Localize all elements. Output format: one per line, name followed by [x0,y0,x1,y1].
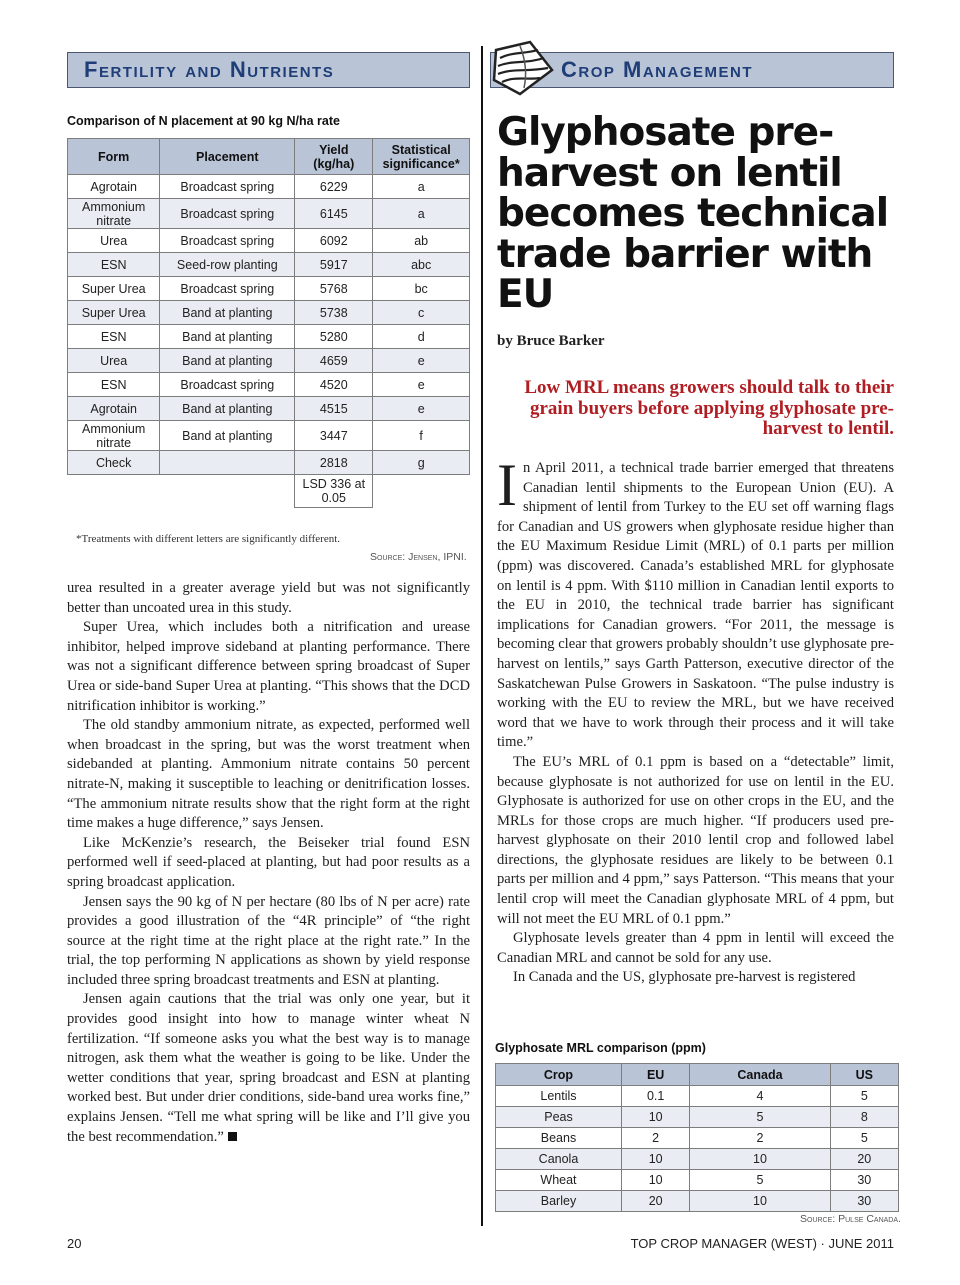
dropcap: I [497,452,517,518]
table-cell: abc [373,253,470,277]
paragraph-text: Like McKenzie’s research, the Beiseker trial found ESN performed well if seed-placed at planting, but had poor results as a spring broadcast application. [67,834,470,890]
table-cell: 5 [690,1170,830,1191]
table-cell: 10 [621,1149,689,1170]
right-column-text [497,452,894,988]
table-cell: 4 [690,1086,830,1107]
table-cell: g [373,451,470,475]
byline: by Bruce Barker [497,333,605,349]
table-cell: Urea [68,229,160,253]
table-cell: Lentils [496,1086,622,1107]
table-cell: Ammonium nitrate [68,199,160,229]
table-header-row [496,1064,899,1086]
table-cell: 3447 [295,421,373,451]
paragraph [67,893,470,991]
table-cell: e [373,349,470,373]
section-title-left: Fertility and Nutrients [84,57,335,82]
table-cell: ab [373,229,470,253]
table-cell: 10 [621,1107,689,1128]
table-cell: 0.1 [621,1086,689,1107]
table-cell: Peas [496,1107,622,1128]
table-cell: 2 [621,1128,689,1149]
table-row [68,349,470,373]
empty-cell [68,475,160,508]
paragraph [497,452,894,753]
table-header-row [68,139,470,175]
column-header: US [830,1064,898,1086]
table-row [496,1149,899,1170]
paragraph [67,716,470,834]
article-headline: Glyphosate pre-harvest on lentil becomes technical trade barrier with EU [497,110,889,317]
lsd-row [68,475,470,508]
table-cell: Wheat [496,1170,622,1191]
crop-management-icon [490,40,556,98]
table-cell: ESN [68,373,160,397]
table-row [68,229,470,253]
paragraph: Glyphosate levels greater than 4 ppm in lentil will exceed the Canadian MRL and cannot be sold for any use. [497,930,894,966]
table-cell: Band at planting [160,349,295,373]
end-mark-icon [228,1132,237,1141]
table-row [496,1170,899,1191]
column-header: Statistical significance* [373,139,470,175]
lsd-cell: LSD 336 at 0.05 [295,475,373,508]
paragraph-text: Jensen says the 90 kg of N per hectare (80 lbs of N per acre) rate provides a good illustration of the “4R principle” of “the right source at the right time at the right place at the right rate.” In the trial, the top performing N applications as shown by yield response included three spring broadcast treatments and ESN at planting. [67,893,470,988]
table-cell: 2818 [295,451,373,475]
table-cell: 30 [830,1170,898,1191]
section-title-right: Crop Management [561,57,753,82]
table-cell: 2 [690,1128,830,1149]
paragraph [67,579,470,618]
column-header: Canada [690,1064,830,1086]
table-cell: 10 [621,1170,689,1191]
empty-cell [160,475,295,508]
paragraph: In Canada and the US, glyphosate pre-harvest is registered [513,969,856,986]
table2-source: Source: Pulse Canada. [800,1213,901,1225]
table-cell: Agrotain [68,397,160,421]
table-cell: Broadcast spring [160,175,295,199]
table-cell: f [373,421,470,451]
paragraph [67,990,470,1147]
table-cell: Band at planting [160,421,295,451]
table1-title: Comparison of N placement at 90 kg N/ha rate [67,114,340,128]
paragraph-text: Jensen again cautions that the trial was only one year, but it provides good insight into how to manage winter wheat N fertilization. “If someone asks you what the best way is to manage nitrogen, ask them what the weather is going to be like. Under the wetter conditions that year, spring broadcast and ESN at planting worked best. But under drier conditions, side-band urea works fine,” explains Jensen. “Tell me what spring will be like and I’ll give you the best recommendation.” [67,991,470,1145]
column-header: EU [621,1064,689,1086]
table-cell: 4515 [295,397,373,421]
table-row [68,199,470,229]
table-row [68,373,470,397]
column-header: Placement [160,139,295,175]
column-divider [481,46,483,1226]
table-cell: 20 [830,1149,898,1170]
paragraph-text: n April 2011, a technical trade barrier emerged that threatens Canadian lentil shipments to the European Union (EU). A shipment of lentil from Turkey to the EU set off warning flags for Canadian and US growers when glyphosate residue higher than the EU Maximum Residue Limit (MRL) of 0.1 parts per million (ppm) was discovered. Canada’s established MRL for glyphosate on lentil is 4 ppm. With $110 million in Canadian lentil exports to the EU in 2010, the technical trade barrier has significant implications for Canadian growers. “For 2011, the message is becoming clear that growers probably shouldn’t use glyphosate pre-harvest on lentils,” says Garth Patterson, executive director of the Saskatchewan Pulse Growers in Saskatoon. “The pulse industry is working with the EU to review the MRL, but we have received word that we have to work through their process and it will take time.” [497,460,894,751]
table-cell: 5738 [295,301,373,325]
table-cell: Barley [496,1191,622,1212]
table-cell: Band at planting [160,325,295,349]
table-cell: Broadcast spring [160,229,295,253]
table-cell: Check [68,451,160,475]
table-cell: a [373,175,470,199]
table-row [496,1128,899,1149]
table-cell: 6092 [295,229,373,253]
paragraph [67,834,470,893]
table-cell: 6145 [295,199,373,229]
paragraph: The EU’s MRL of 0.1 ppm is based on a “detectable” limit, because glyphosate is not authorized for use on lentil in the EU. Glyphosate is authorized for use on other crops in the EU, and the MRLs for those crops are much higher. “If producers used pre-harvest glyphosate on their 2010 lentil crop and followed label directions, the glyphosate residues are likely to be between 0.1 parts per million and 4 ppm,” says Patterson. “This means that your lentil crop will meet the Canadian glyphosate MRL of 4 ppm, but will not meet the EU MRL of 0.1 ppm.” [497,753,894,927]
table-row [68,397,470,421]
page-number: 20 [67,1236,82,1251]
table-cell: Broadcast spring [160,199,295,229]
table-row [68,325,470,349]
table-row [496,1191,899,1212]
table-cell: 20 [621,1191,689,1212]
table-cell: Broadcast spring [160,373,295,397]
table-cell: e [373,397,470,421]
table-cell: 10 [690,1149,830,1170]
table-cell: Super Urea [68,301,160,325]
table-cell: bc [373,277,470,301]
table-row [68,451,470,475]
magazine-footer: TOP CROP MANAGER (WEST) · JUNE 2011 [630,1236,894,1251]
table-cell: 5768 [295,277,373,301]
table-row [68,277,470,301]
glyphosate-mrl-table [495,1063,899,1212]
table-cell: 5 [830,1086,898,1107]
table-cell: Canola [496,1149,622,1170]
table-cell: 5 [690,1107,830,1128]
table-cell: Beans [496,1128,622,1149]
table-cell: Ammonium nitrate [68,421,160,451]
table-cell: 4659 [295,349,373,373]
section-banner-left [67,52,470,88]
table-row [68,253,470,277]
table-row [68,301,470,325]
table-cell: 30 [830,1191,898,1212]
column-header: Crop [496,1064,622,1086]
table-row [68,175,470,199]
table-cell: 10 [690,1191,830,1212]
table-cell: 5280 [295,325,373,349]
table-cell: Broadcast spring [160,277,295,301]
table1-footnote: *Treatments with different letters are significantly different. [76,533,341,545]
table-cell: d [373,325,470,349]
table-cell: Band at planting [160,301,295,325]
table-cell: ESN [68,325,160,349]
paragraph-text: The old standby ammonium nitrate, as expected, performed well when broadcast in the spring, but was the worst treatment when sidebanded at planting. Ammonium nitrate contains 50 percent nitrate-N, making it susceptible to leaching or denitrification losses. “The ammonium nitrate results show that the right form at the right time makes a huge difference,” says Jensen. [67,717,470,832]
table-cell: ESN [68,253,160,277]
table-cell: e [373,373,470,397]
table-cell: Urea [68,349,160,373]
table-cell: c [373,301,470,325]
table1-source: Source: Jensen, IPNI. [370,551,467,563]
deck-subtitle: Low MRL means growers should talk to their grain buyers before applying glyphosate pre-harvest to lentil. [524,377,894,439]
column-header: Yield (kg/ha) [295,139,373,175]
table-cell: 5 [830,1128,898,1149]
table-cell: 5917 [295,253,373,277]
table-cell: Seed-row planting [160,253,295,277]
empty-cell [373,475,470,508]
paragraph [67,618,470,716]
table-cell: 6229 [295,175,373,199]
table-cell: Agrotain [68,175,160,199]
column-header: Form [68,139,160,175]
paragraph-text: urea resulted in a greater average yield but was not significantly better than uncoated urea in this study. [67,580,470,616]
table-cell: 8 [830,1107,898,1128]
left-column-text [67,579,470,1147]
table-cell: 4520 [295,373,373,397]
table-cell [160,451,295,475]
table-cell: Band at planting [160,397,295,421]
table-cell: Super Urea [68,277,160,301]
table-row [496,1086,899,1107]
table-cell: a [373,199,470,229]
table-row [496,1107,899,1128]
table2-title: Glyphosate MRL comparison (ppm) [495,1041,706,1055]
paragraph-text: Super Urea, which includes both a nitrification and urease inhibitor, helped improve sideband at planting performance. There was not a significant difference between spring broadcast of Super Urea or side-band Super Urea at planting. “This shows that the DCD nitrification inhibitor is working.” [67,619,470,714]
n-placement-table [67,138,470,508]
table-row [68,421,470,451]
